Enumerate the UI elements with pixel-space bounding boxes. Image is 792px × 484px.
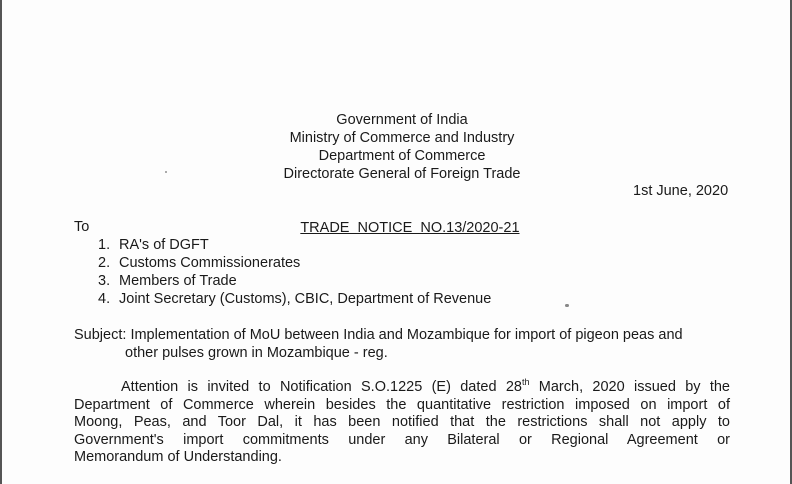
subject-line-1 <box>74 327 683 344</box>
list-item <box>98 237 209 254</box>
body-line-2: Department of Commerce wherein besides the quantitative restriction imposed on import of <box>74 396 730 413</box>
list-item-text: Customs Commissionerates <box>119 255 301 271</box>
list-item-number: 3. <box>98 273 111 289</box>
list-item-number: 4. <box>98 291 111 307</box>
body-line-1-post: March, 2020 issued by the <box>529 379 730 395</box>
scan-speck <box>165 171 167 173</box>
subject-label: Subject: <box>74 327 127 343</box>
to-label: To <box>74 219 90 235</box>
header-government: Government of India <box>336 112 468 128</box>
subject-text-1: Implementation of MoU between India and Mozambique for import of pigeon peas and <box>130 327 683 343</box>
list-item <box>98 273 237 290</box>
header-ministry: Ministry of Commerce and Industry <box>289 130 515 146</box>
subject-text-2: other pulses grown in Mozambique - reg. <box>125 345 388 361</box>
scan-speck <box>565 304 569 307</box>
list-item-number: 2. <box>98 255 111 271</box>
list-item-text: Joint Secretary (Customs), CBIC, Department of Revenue <box>119 291 492 307</box>
list-item-number: 1. <box>98 237 111 253</box>
notice-title: TRADE NOTICE NO.13/2020-21 <box>300 220 520 236</box>
list-item <box>98 255 301 272</box>
notice-date: 1st June, 2020 <box>633 183 729 199</box>
ordinal-suffix: th <box>521 377 530 388</box>
list-item <box>98 291 492 308</box>
body-paragraph <box>74 379 730 467</box>
header-directorate: Directorate General of Foreign Trade <box>283 166 521 182</box>
body-line-1 <box>74 379 730 397</box>
body-line-4: Government's import commitments under any Bilateral or Regional Agreement or <box>74 431 730 448</box>
body-line-1-pre: Attention is invited to Notification S.O.1225 (E) dated 28 <box>121 379 522 395</box>
body-line-5: Memorandum of Understanding. <box>74 449 282 465</box>
body-line-3: Moong, Peas, and Toor Dal, it has been notified that the restrictions shall not apply to <box>74 414 730 430</box>
list-item-text: RA's of DGFT <box>119 237 209 253</box>
list-item-text: Members of Trade <box>119 273 237 289</box>
header-department: Department of Commerce <box>318 148 486 164</box>
